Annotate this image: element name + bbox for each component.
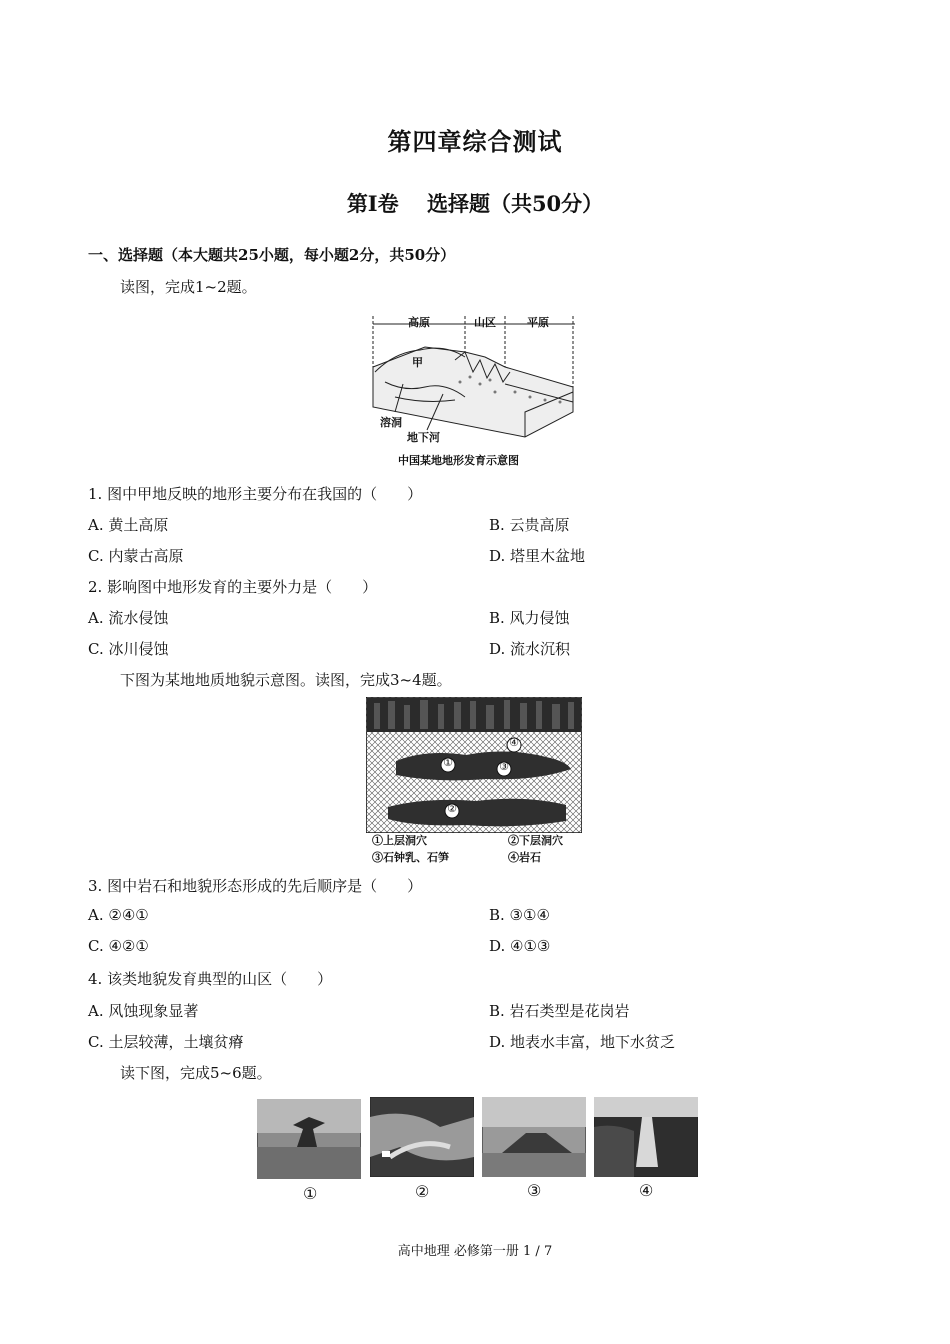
intro-text-2: 下图为某地地质地貌示意图。读图，完成3~4题。 [120, 671, 452, 689]
marker-4-label: ④ [509, 736, 519, 749]
intro-text-3: 读下图，完成5~6题。 [120, 1064, 272, 1082]
question-3: 3. 图中岩石和地貌形态形成的先后顺序是（ ） [88, 877, 423, 895]
photo-4-waterfall [594, 1097, 698, 1177]
part-subtitle: 第Ⅰ卷 选择题（共50分） [346, 191, 604, 216]
q4-option-d: D. 地表水丰富，地下水贫乏 [489, 1033, 676, 1051]
q3-option-d: D. ④①③ [489, 937, 551, 955]
q2-option-c: C. 冰川侵蚀 [88, 640, 169, 658]
marker-1-label: ① [443, 756, 453, 769]
label-underground-river: 地下河 [407, 431, 440, 444]
q2-option-b: B. 风力侵蚀 [489, 609, 570, 627]
photo-3-volcano [482, 1097, 586, 1177]
page-footer: 高中地理 必修第一册 1 / 7 [397, 1244, 553, 1259]
q1-option-a: A. 黄土高原 [88, 516, 169, 534]
q4-option-a: A. 风蚀现象显著 [88, 1002, 199, 1020]
q2-option-d: D. 流水沉积 [489, 640, 571, 658]
legend-stalactite: ③石钟乳、石笋 [372, 851, 449, 864]
terrain-diagram [365, 312, 585, 472]
label-plain: 平原 [527, 316, 549, 329]
photo-label-1: ① [303, 1184, 318, 1203]
marker-2-label: ② [447, 802, 457, 815]
q3-option-a: A. ②④① [88, 906, 149, 924]
marker-3-label: ③ [499, 760, 509, 773]
question-2: 2. 影响图中地形发育的主要外力是（ ） [88, 578, 378, 596]
label-mountain: 山区 [474, 316, 496, 329]
legend-upper-cave: ①上层洞穴 [372, 834, 427, 847]
figure-1-caption: 中国某地地形发育示意图 [398, 454, 519, 467]
photo-2-glacier [370, 1097, 474, 1177]
section-heading: 一、选择题（本大题共25小题，每小题2分，共50分） [88, 246, 456, 264]
photo-1-wind-erosion [257, 1099, 361, 1179]
q3-option-c: C. ④②① [88, 937, 149, 955]
label-jia: 甲 [412, 356, 423, 369]
q3-option-b: B. ③①④ [489, 906, 550, 924]
label-plateau: 高原 [408, 316, 430, 329]
q1-option-d: D. 塔里木盆地 [489, 547, 586, 565]
q1-option-b: B. 云贵高原 [489, 516, 570, 534]
photo-label-3: ③ [527, 1181, 542, 1200]
intro-text-1: 读图，完成1~2题。 [120, 278, 257, 296]
legend-rock: ④岩石 [508, 851, 541, 864]
label-karst-cave: 溶洞 [380, 416, 402, 429]
q1-option-c: C. 内蒙古高原 [88, 547, 184, 565]
q4-option-b: B. 岩石类型是花岗岩 [489, 1002, 630, 1020]
question-1: 1. 图中甲地反映的地形主要分布在我国的（ ） [88, 485, 423, 503]
cave-diagram [366, 697, 582, 833]
photo-label-4: ④ [639, 1181, 654, 1200]
q2-option-a: A. 流水侵蚀 [88, 609, 169, 627]
question-4: 4. 该类地貌发育典型的山区（ ） [88, 970, 333, 988]
page-title: 第四章综合测试 [387, 127, 563, 156]
q4-option-c: C. 土层较薄，土壤贫瘠 [88, 1033, 244, 1051]
legend-lower-cave: ②下层洞穴 [508, 834, 563, 847]
photo-label-2: ② [415, 1182, 430, 1201]
